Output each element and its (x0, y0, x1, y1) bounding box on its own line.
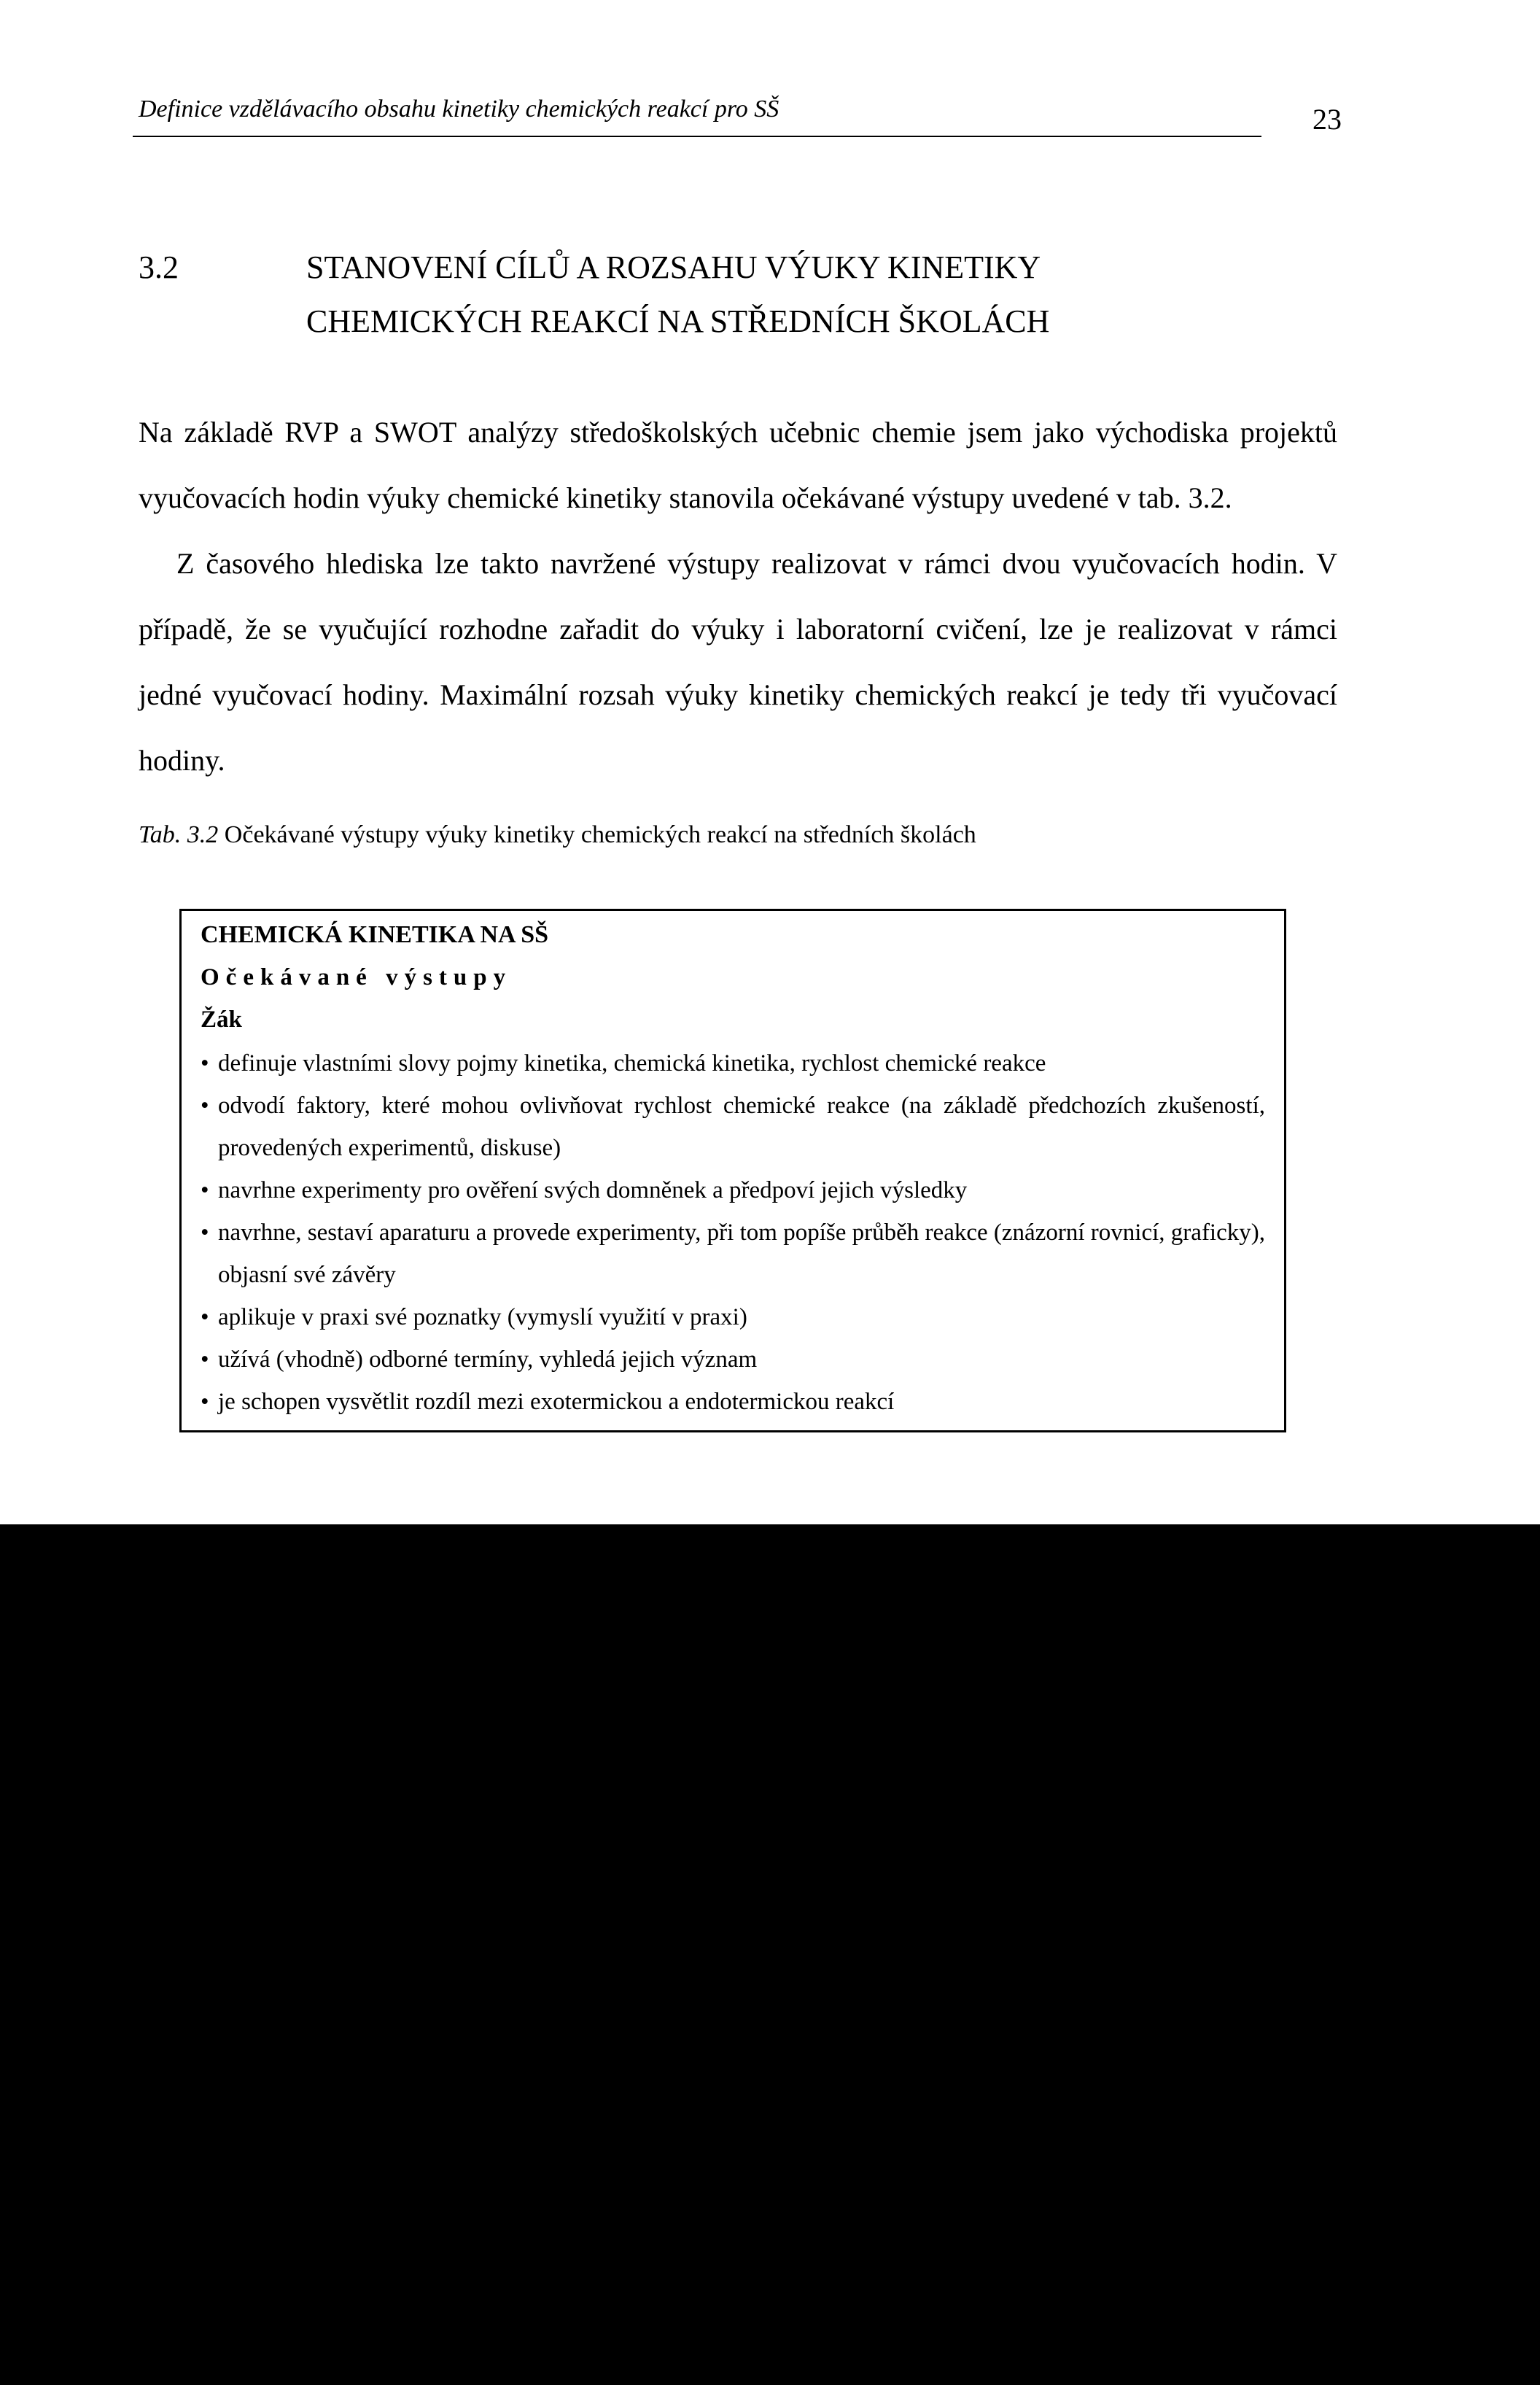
list-item (201, 1169, 1265, 1211)
list-item (201, 1211, 1265, 1296)
table-caption-text: Očekávané výstupy výuky kinetiky chemických reakcí na středních školách (224, 821, 976, 848)
list-item-text: odvodí faktory, které mohou ovlivňovat rychlost chemické reakce (na základě předchozích zkušeností, provedených experimentů, diskuse) (218, 1093, 1265, 1161)
list-item (201, 1085, 1265, 1169)
list-item-text: užívá (vhodně) odborné termíny, vyhledá jejich význam (218, 1346, 758, 1373)
body-text (139, 400, 1337, 794)
list-item-text: navrhne, sestaví aparaturu a provede experimenty, při tom popíše průběh reakce (znázorní rovnicí, graficky), objasní své závěry (218, 1219, 1265, 1288)
outcomes-box-title: CHEMICKÁ KINETIKA NA SŠ (201, 921, 549, 948)
list-item (201, 1296, 1265, 1338)
bullet-icon: • (201, 1346, 209, 1373)
bullet-icon: • (201, 1093, 209, 1119)
outcomes-box (179, 909, 1286, 1432)
outcomes-box-subtitle: Očekávané výstupy (201, 964, 513, 990)
bullet-icon: • (201, 1177, 209, 1203)
bullet-icon: • (201, 1050, 209, 1077)
list-item-text: definuje vlastními slovy pojmy kinetika, chemická kinetika, rychlost chemické reakce (218, 1050, 1046, 1077)
bullet-icon: • (201, 1389, 209, 1415)
list-item (201, 1042, 1265, 1085)
bullet-icon: • (201, 1304, 209, 1330)
list-item (201, 1338, 1265, 1381)
section-title-line-1: STANOVENÍ CÍLŮ A ROZSAHU VÝUKY KINETIKY (306, 249, 1041, 285)
list-item-text: je schopen vysvětlit rozdíl mezi exotermickou a endotermickou reakcí (218, 1389, 895, 1415)
bullet-icon: • (201, 1219, 209, 1246)
outcomes-box-pupil-label: Žák (201, 1007, 242, 1033)
outcomes-list (201, 1042, 1265, 1423)
list-item-text: navrhne experimenty pro ověření svých domněnek a předpoví jejich výsledky (218, 1177, 968, 1203)
running-header (133, 88, 1342, 137)
page-number: 23 (1312, 103, 1342, 136)
section-title (306, 241, 1327, 349)
paragraph-1: Na základě RVP a SWOT analýzy středoškolských učebnic chemie jsem jako východiska projektů vyučovacích hodin výuky chemické kinetiky stanovila očekávané výstupy uvedené v tab. 3.2. (139, 416, 1337, 514)
section-title-line-2: CHEMICKÝCH REAKCÍ NA STŘEDNÍCH ŠKOLÁCH (306, 303, 1050, 339)
paragraph-2: Z časového hlediska lze takto navržené výstupy realizovat v rámci dvou vyučovacích hodin. V případě, že se vyučující rozhodne zařadit do výuky i laboratorní cvičení, lze je realizovat v rámci jedné vyučovací hodiny. Maximální rozsah výuky kinetiky chemických reakcí je tedy tři vyučovací hodiny. (139, 547, 1337, 777)
table-caption-label: Tab. 3.2 (139, 821, 219, 848)
section-number: 3.2 (139, 249, 179, 285)
running-title: Definice vzdělávacího obsahu kinetiky chemických reakcí pro SŠ (139, 96, 779, 123)
table-caption (139, 813, 1378, 857)
list-item (201, 1381, 1265, 1423)
list-item-text: aplikuje v praxi své poznatky (vymyslí využití v praxi) (218, 1304, 747, 1330)
